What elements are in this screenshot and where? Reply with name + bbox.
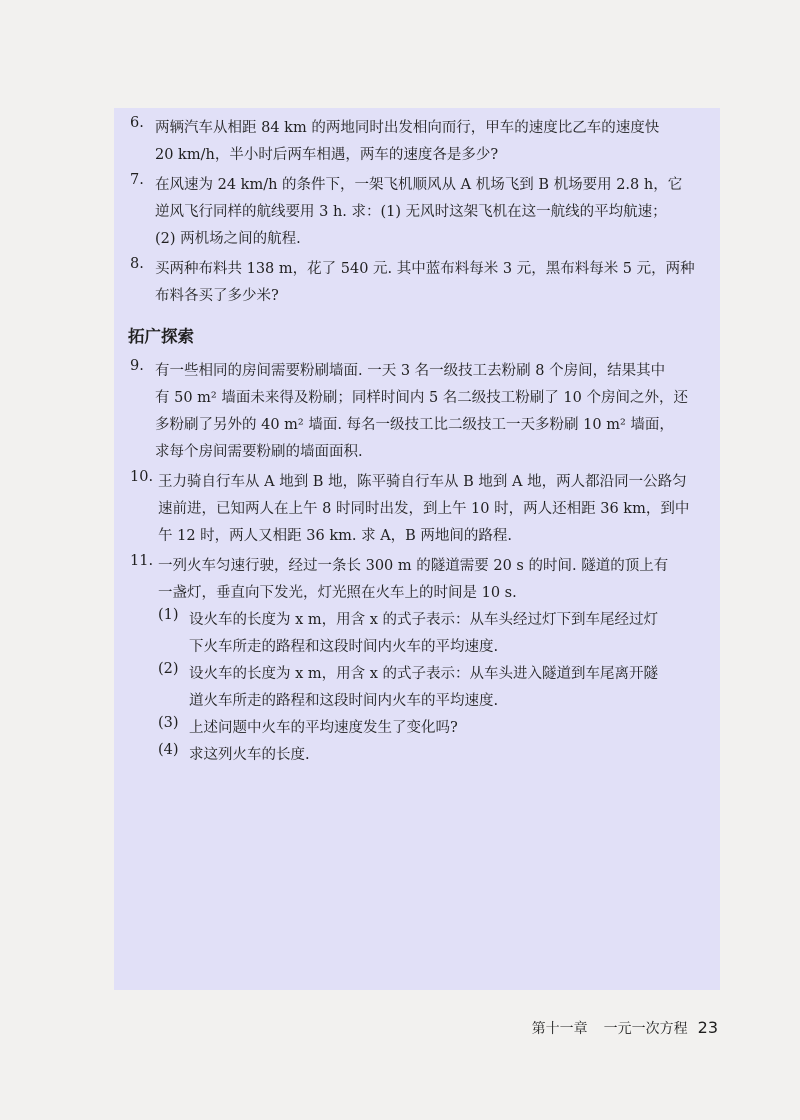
problem-text-line: 速前进，已知两人在上午 8 时同时出发，到上午 10 时，两人还相距 36 km，到中 <box>158 501 690 517</box>
subquestion-3 <box>158 715 710 742</box>
subquestion-text-line: 设火车的长度为 x m，用含 x 的式子表示：从车头进入隧道到车尾离开隧 <box>189 666 659 682</box>
problem-number: 10. <box>130 469 154 485</box>
subquestion-text-line: 设火车的长度为 x m，用含 x 的式子表示：从车头经过灯下到车尾经过灯 <box>189 612 659 628</box>
problem-text-line: 午 12 时，两人又相距 36 km. 求 A，B 两地间的路程. <box>158 528 513 544</box>
problem-text-line: 买两种布料共 138 m，花了 540 元. 其中蓝布料每米 3 元，黑布料每米 5 元，两种 <box>155 261 695 277</box>
subquestion-4 <box>158 742 710 769</box>
problem-text-line: 求每个房间需要粉刷的墙面面积. <box>155 444 363 460</box>
problem-text-line: 王力骑自行车从 A 地到 B 地，陈平骑自行车从 B 地到 A 地，两人都沿同一公路匀 <box>158 474 687 490</box>
problem-11 <box>130 553 710 769</box>
subquestion-text-line: 上述问题中火车的平均速度发生了变化吗? <box>189 720 458 736</box>
exercise-content <box>130 115 710 772</box>
problem-text-line: (2) 两机场之间的航程. <box>155 231 301 247</box>
problem-10 <box>130 469 710 550</box>
problem-text-line: 一盏灯，垂直向下发光，灯光照在火车上的时间是 10 s. <box>158 585 517 601</box>
section-heading: 拓广探索 <box>128 327 194 346</box>
problem-text-line: 多粉刷了另外的 40 m² 墙面. 每名一级技工比二级技工一天多粉刷 10 m² 墙面， <box>155 417 674 433</box>
footer-chapter: 第十一章 <box>531 1021 588 1037</box>
problem-6 <box>130 115 710 169</box>
problem-text-line: 在风速为 24 km/h 的条件下，一架飞机顺风从 A 机场飞到 B 机场要用 2.8 h，它 <box>155 177 683 193</box>
problem-text-line: 布料各买了多少米? <box>155 288 279 304</box>
problem-text-line: 有 50 m² 墙面未来得及粉刷；同样时间内 5 名二级技工粉刷了 10 个房间之外，还 <box>155 390 688 406</box>
footer-chapter-title: 一元一次方程 <box>603 1021 688 1037</box>
subquestion-text-line: 下火车所走的路程和这段时间内火车的平均速度. <box>189 639 499 655</box>
problem-text-line: 两辆汽车从相距 84 km 的两地同时出发相向而行，甲车的速度比乙车的速度快 <box>155 120 660 136</box>
subquestion-number: (2) <box>158 661 179 677</box>
problem-text-line: 一列火车匀速行驶，经过一条长 300 m 的隧道需要 20 s 的时间. 隧道的顶上有 <box>158 558 669 574</box>
subquestion-number: (4) <box>158 742 179 758</box>
problem-number: 6. <box>130 115 144 131</box>
page-number: 23 <box>697 1018 718 1037</box>
problem-text-line: 20 km/h，半小时后两车相遇，两车的速度各是多少? <box>155 147 499 163</box>
subquestion-number: (3) <box>158 715 179 731</box>
problem-text-line: 有一些相同的房间需要粉刷墙面. 一天 3 名一级技工去粉刷 8 个房间，结果其中 <box>155 363 666 379</box>
subquestion-text-line: 求这列火车的长度. <box>189 747 310 763</box>
subquestion-number: (1) <box>158 607 179 623</box>
page-footer <box>532 1016 718 1041</box>
subquestion-text-line: 道火车所走的路程和这段时间内火车的平均速度. <box>189 693 499 709</box>
problem-9 <box>130 358 710 466</box>
subquestion-1 <box>158 607 710 661</box>
problem-number: 8. <box>130 256 144 272</box>
subquestion-2 <box>158 661 710 715</box>
problem-number: 7. <box>130 172 144 188</box>
problem-number: 9. <box>130 358 144 374</box>
problem-7 <box>130 172 710 253</box>
problem-8 <box>130 256 710 310</box>
problem-text-line: 逆风飞行同样的航线要用 3 h. 求：(1) 无风时这架飞机在这一航线的平均航速； <box>155 204 667 220</box>
problem-number: 11. <box>130 553 154 569</box>
